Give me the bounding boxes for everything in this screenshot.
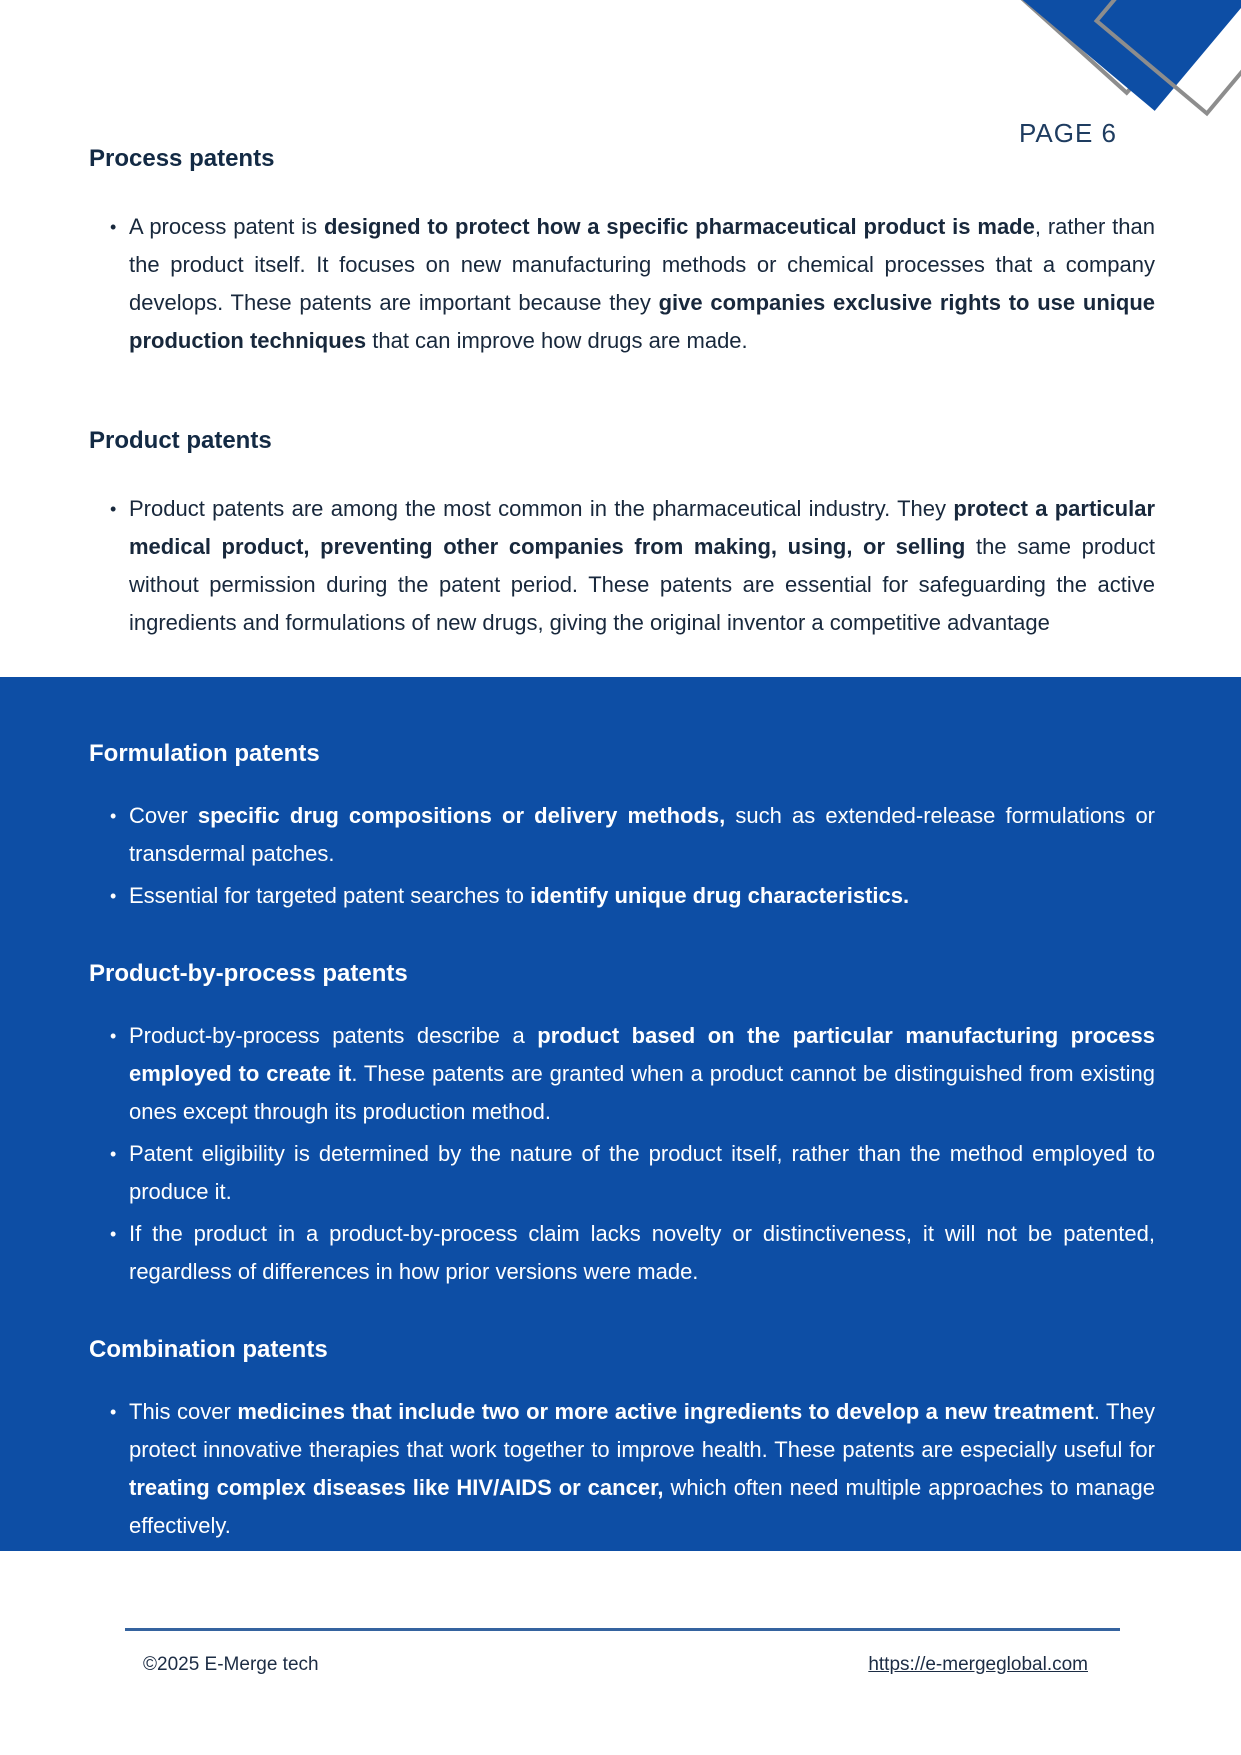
section bbox=[89, 1331, 1155, 1545]
bullet-item: • Cover specific drug compositions or delivery methods, such as extended-release formulations or transdermal patches. bbox=[89, 797, 1155, 873]
bullet-item: • Product patents are among the most common in the pharmaceutical industry. They protect a particular medical product, preventing other companies from making, using, or selling the same product without permission during the patent period. These patents are essential for safeguarding the active ingredients and formulations of new drugs, giving the original inventor a competitive advantage bbox=[89, 490, 1155, 642]
page-number-label: PAGE 6 bbox=[1018, 118, 1117, 148]
bullet-list bbox=[89, 1393, 1155, 1545]
bullet-item: • Patent eligibility is determined by the nature of the product itself, rather than the method employed to produce it. bbox=[89, 1135, 1155, 1211]
bullet-item: • This cover medicines that include two or more active ingredients to develop a new treatment. They protect innovative therapies that work together to improve health. These patents are especially useful for treating complex diseases like HIV/AIDS or cancer, which often need multiple approaches to manage effectively. bbox=[89, 1393, 1155, 1545]
section-heading: Product patents bbox=[89, 427, 272, 454]
white-section-container bbox=[0, 0, 1241, 642]
footer-link[interactable]: https://e-mergeglobal.com bbox=[868, 1654, 1088, 1675]
section-heading: Process patents bbox=[89, 145, 275, 172]
footer bbox=[143, 1654, 1088, 1676]
bullet-item: • Product-by-process patents describe a product based on the particular manufacturing process employed to create it. These patents are granted when a product cannot be distinguished from existing ones except through its production method. bbox=[89, 1017, 1155, 1131]
section bbox=[89, 955, 1155, 1291]
section bbox=[89, 422, 1155, 642]
footer-divider bbox=[125, 1628, 1120, 1631]
bullet-list bbox=[89, 797, 1155, 915]
section bbox=[89, 140, 1155, 360]
bullet-item: • A process patent is designed to protect how a specific pharmaceutical product is made, rather than the product itself. It focuses on new manufacturing methods or chemical processes that a company develops. These patents are important because they give companies exclusive rights to use unique production techniques that can improve how drugs are made. bbox=[89, 208, 1155, 360]
bullet-list bbox=[89, 208, 1155, 360]
footer-copyright: ©2025 E-Merge tech bbox=[143, 1654, 319, 1675]
section bbox=[89, 735, 1155, 915]
section-heading: Combination patents bbox=[89, 1336, 328, 1363]
bullet-item: • If the product in a product-by-process claim lacks novelty or distinctiveness, it will not be patented, regardless of differences in how prior versions were made. bbox=[89, 1215, 1155, 1291]
section-heading: Formulation patents bbox=[89, 740, 320, 767]
bullet-item: • Essential for targeted patent searches to identify unique drug characteristics. bbox=[89, 877, 1155, 915]
blue-section-container bbox=[0, 677, 1241, 1551]
section-heading: Product-by-process patents bbox=[89, 960, 408, 987]
bullet-list bbox=[89, 490, 1155, 642]
bullet-list bbox=[89, 1017, 1155, 1291]
